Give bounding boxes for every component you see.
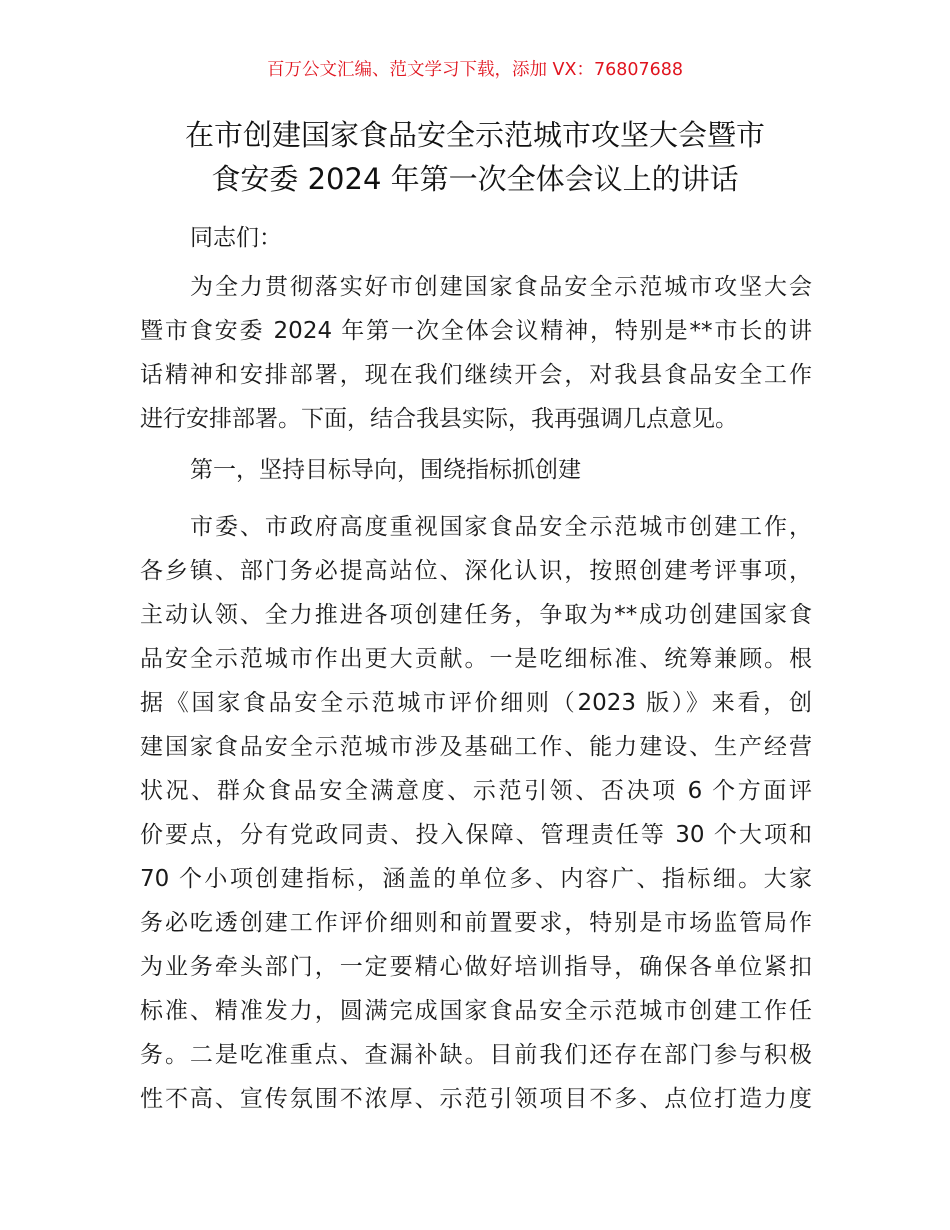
paragraph-line: 为全力贯彻落实好市创建国家食品安全示范城市攻坚大会	[190, 274, 812, 300]
paragraph-line: 进行安排部署。下面，结合我县实际，我再强调几点意见。	[140, 406, 738, 432]
paragraph-line: 品安全示范城市作出更大贡献。一是吃细标准、统筹兼顾。根	[140, 646, 812, 672]
paragraph-line: 为业务牵头部门，一定要精心做好培训指导，确保各单位紧扣	[140, 954, 812, 980]
paragraph-line: 务必吃透创建工作评价细则和前置要求，特别是市场监管局作	[140, 910, 812, 936]
title-line: 食安委 2024 年第一次全体会议上的讲话	[211, 162, 739, 196]
paragraph-line: 务。二是吃准重点、查漏补缺。目前我们还存在部门参与积极	[140, 1042, 812, 1068]
greeting	[140, 216, 812, 260]
paragraph-line: 暨市食安委 2024 年第一次全体会议精神，特别是**市长的讲	[140, 318, 812, 344]
greeting-text: 同志们：	[190, 225, 282, 251]
paragraph-section-one	[140, 505, 812, 1121]
paragraph-line: 状况、群众食品安全满意度、示范引领、否决项 6 个方面评	[140, 778, 812, 804]
paragraph-line: 价要点，分有党政同责、投入保障、管理责任等 30 个大项和	[140, 822, 812, 848]
paragraph-intro	[140, 265, 812, 441]
section-heading-text: 第一，坚持目标导向，围绕指标抓创建	[190, 457, 581, 483]
paragraph-line: 标准、精准发力，圆满完成国家食品安全示范城市创建工作任	[140, 998, 812, 1024]
paragraph-line: 各乡镇、部门务必提高站位、深化认识，按照创建考评事项，	[140, 558, 812, 584]
paragraph-line: 据《国家食品安全示范城市评价细则（2023 版）》来看，创	[140, 690, 812, 716]
paragraph-line: 话精神和安排部署，现在我们继续开会，对我县食品安全工作	[140, 362, 812, 388]
section-heading	[140, 448, 812, 492]
paragraph-line: 性不高、宣传氛围不浓厚、示范引领项目不多、点位打造力度	[140, 1086, 812, 1112]
title-line: 在市创建国家食品安全示范城市攻坚大会暨市	[184, 118, 765, 152]
paragraph-line: 70 个小项创建指标，涵盖的单位多、内容广、指标细。大家	[140, 866, 812, 892]
paragraph-line: 建国家食品安全示范城市涉及基础工作、能力建设、生产经营	[140, 734, 812, 760]
paragraph-line: 市委、市政府高度重视国家食品安全示范城市创建工作，	[190, 514, 812, 540]
document-title	[0, 113, 950, 201]
watermark-header: 百万公文汇编、范文学习下载，添加 VX：76807688	[266, 60, 684, 80]
paragraph-line: 主动认领、全力推进各项创建任务，争取为**成功创建国家食	[140, 602, 812, 628]
